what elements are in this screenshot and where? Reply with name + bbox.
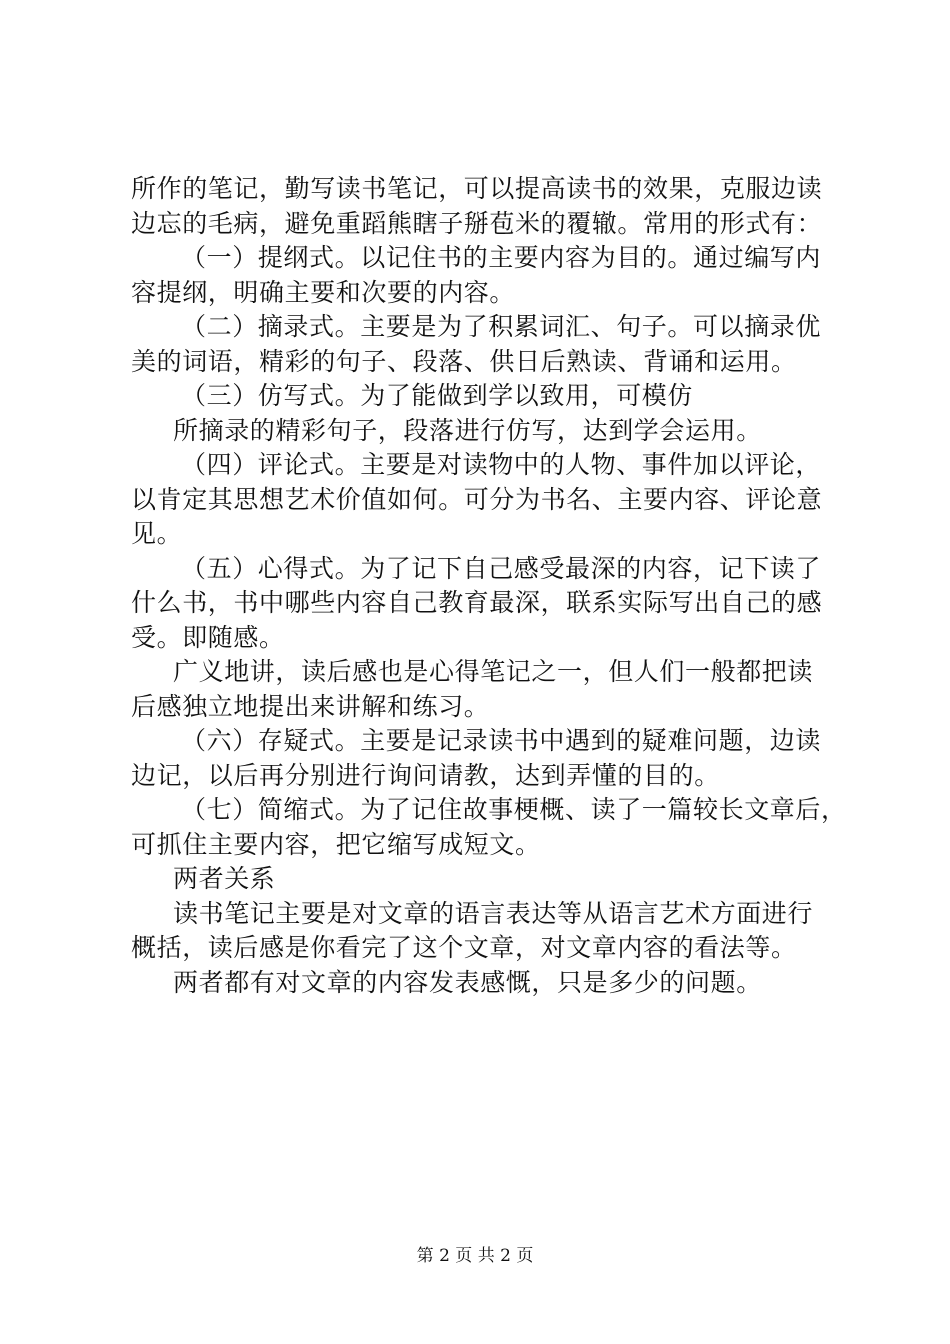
text-line: （七）简缩式。为了记住故事梗概、读了一篇较长文章后，: [181, 795, 847, 824]
text-line: 所作的笔记，勤写读书笔记，可以提高读书的效果，克服边读: [131, 174, 823, 203]
text-line: （一）提纲式。以记住书的主要内容为目的。通过编写内: [181, 243, 822, 272]
text-line: 可抓住主要内容，把它缩写成短文。: [131, 829, 541, 859]
text-line: 容提纲，明确主要和次要的内容。: [131, 277, 516, 307]
text-line: 见。: [131, 519, 183, 548]
text-line: 美的词语，精彩的句子、段落、供日后熟读、背诵和运用。: [131, 346, 797, 376]
text-line: 边记，以后再分别进行询问请教，达到弄懂的目的。: [131, 760, 720, 790]
text-line: 概括，读后感是你看完了这个文章，对文章内容的看法等。: [131, 933, 797, 962]
page-footer: 第 2 页 共 2 页: [416, 1246, 534, 1266]
section-heading: 两者关系: [173, 864, 276, 893]
text-line: 什么书，书中哪些内容自己教育最深，联系实际写出自己的感: [131, 588, 823, 617]
text-line: 读书笔记主要是对文章的语言表达等从语言艺术方面进行: [173, 898, 814, 928]
text-line: 广义地讲，读后感也是心得笔记之一，但人们一般都把读: [173, 657, 814, 686]
text-line: （五）心得式。为了记下自己感受最深的内容，记下读了: [181, 553, 822, 583]
text-line: （二）摘录式。主要是为了积累词汇、句子。可以摘录优: [181, 312, 822, 341]
text-line: 两者都有对文章的内容发表感慨，只是多少的问题。: [173, 967, 762, 997]
text-line: 以肯定其思想艺术价值如何。可分为书名、主要内容、评论意: [131, 484, 823, 514]
document-body: [131, 172, 847, 1000]
text-line: 边忘的毛病，避免重蹈熊瞎子掰苞米的覆辙。常用的形式有：: [131, 208, 823, 238]
text-line: 后感独立地提出来讲解和练习。: [131, 691, 490, 721]
text-line: （六）存疑式。主要是记录读书中遇到的疑难问题，边读: [181, 726, 822, 755]
text-line: 受。即随感。: [131, 622, 285, 652]
text-line: （三）仿写式。为了能做到学以致用，可模仿: [181, 381, 694, 410]
text-line: （四）评论式。主要是对读物中的人物、事件加以评论，: [181, 450, 822, 479]
text-line: 所摘录的精彩句子，段落进行仿写，达到学会运用。: [173, 415, 762, 445]
